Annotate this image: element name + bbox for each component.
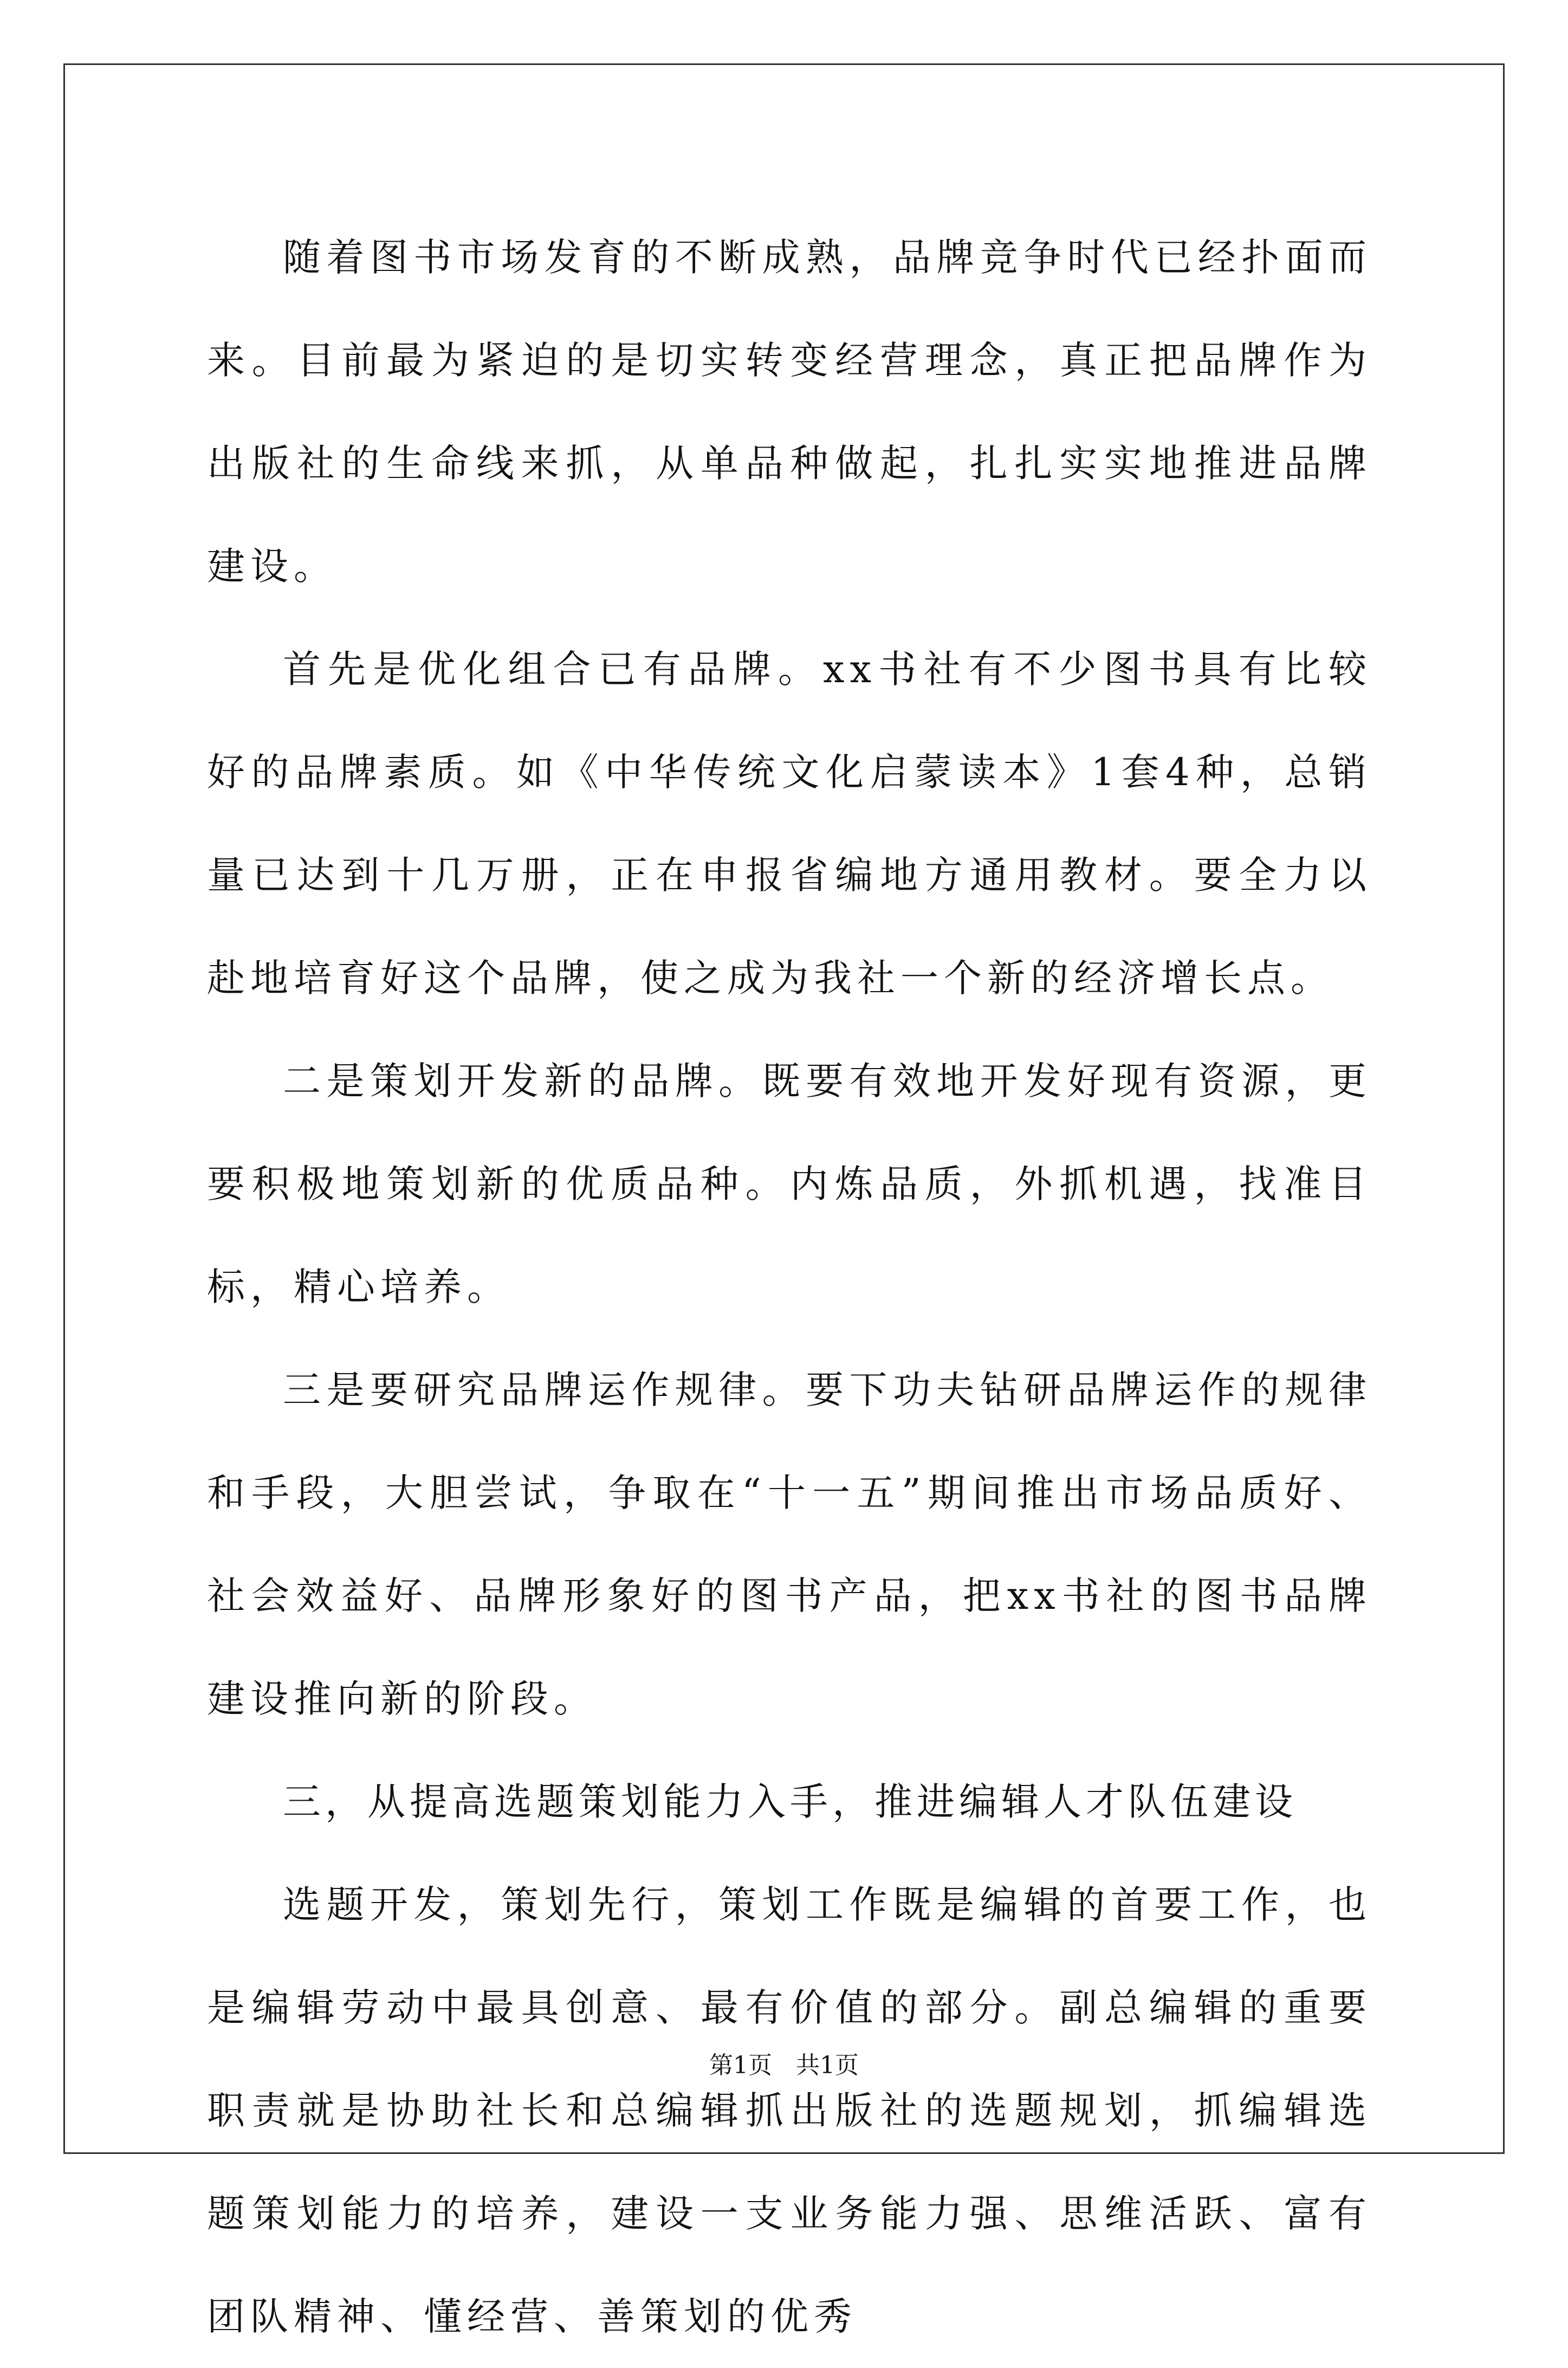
paragraph-new-brands: 二是策划开发新的品牌。既要有效地开发好现有资源，更要积极地策划新的优质品种。内炼品质，外抓机遇，找准目标，精心培养。 [207,1059,1372,1309]
section-heading: 三，从提高选题策划能力入手，推进编辑人才队伍建设 [283,1780,1297,1824]
paragraph-topic-planning: 选题开发，策划先行，策划工作既是编辑的首要工作，也是编辑劳动中最具创意、最有价值的部分。副总编辑的重要职责就是协助社长和总编辑抓出版社的选题规划，抓编辑选题策划能力的培养，建设一支业务能力强、思维活跃、富有团队精神、懂经营、善策划的优秀 [207,1882,1372,2339]
paragraph-brand-era: 随着图书市场发育的不断成熟，品牌竞争时代已经扑面而来。目前最为紧迫的是切实转变经营理念，真正把品牌作为出版社的生命线来抓，从单品种做起，扎扎实实地推进品牌建设。 [207,235,1372,588]
page-footer [0,2049,1568,2082]
page-number: 第1页 [709,2052,772,2079]
document-body [207,206,1372,2368]
page-total: 共1页 [796,2052,859,2079]
paragraph-existing-brands: 首先是优化组合已有品牌。xx书社有不少图书具有比较好的品牌素质。如《中华传统文化启蒙读本》1套4种，总销量已达到十几万册，正在申报省编地方通用教材。要全力以赴地培育好这个品牌，使之成为我社一个新的经济增长点。 [207,647,1372,1000]
paragraph-brand-rules: 三是要研究品牌运作规律。要下功夫钻研品牌运作的规律和手段，大胆尝试，争取在“十一五”期间推出市场品质好、社会效益好、品牌形象好的图书产品，把xx书社的图书品牌建设推向新的阶段。 [207,1368,1372,1721]
